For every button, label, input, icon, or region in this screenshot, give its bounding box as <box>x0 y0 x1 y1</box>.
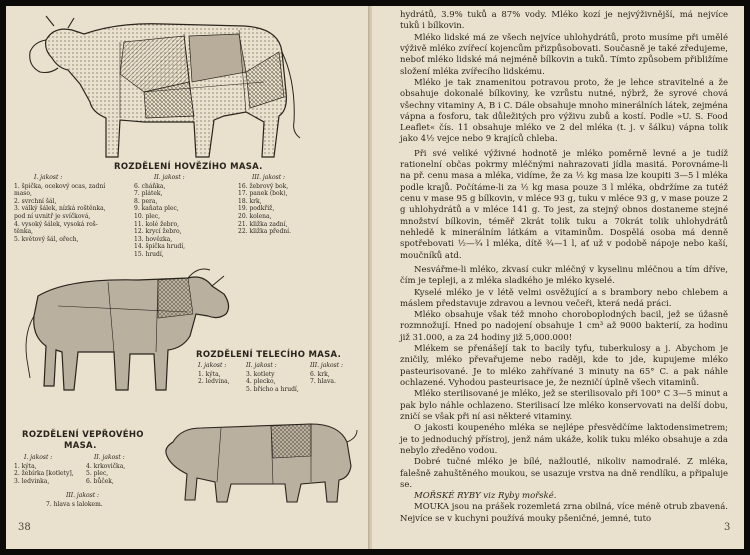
pork-grade-2-line: 4. krkovička, <box>86 462 126 470</box>
pork-title-line2: MASA. <box>64 441 97 451</box>
right-page-number: 3 <box>724 522 731 533</box>
veal-grade-2 <box>246 362 299 393</box>
pork-grade-1-line: 2. žebírka [kotlety], <box>14 470 74 478</box>
pork-grade-2-head: II. jakost : <box>94 454 125 461</box>
left-page <box>6 6 370 549</box>
beef-grade-1-head: I. jakost : <box>34 174 63 181</box>
beef-grade-3-line: 16. žebrový bok, <box>238 182 289 190</box>
beef-title: ROZDĚLENÍ HOVĚZÍHO MASA. <box>114 162 263 172</box>
beef-grade-2-line: 8. pera, <box>134 197 158 205</box>
veal-title: ROZDĚLENÍ TELECÍHO MASA. <box>196 350 342 360</box>
beef-grade-1 <box>14 174 106 243</box>
paragraph: Dobré tučné mléko je bílé, nažloutlé, nikoliv namodralé. Z mléka, falešně zahuštěného moukou, se usazuje vrstva na dně rendlíku, a připaluje se. <box>400 457 728 490</box>
beef-grade-1-line: 3. válký šálek, nízká roštěnka, <box>14 205 106 213</box>
beef-grade-3-head: III. jakost : <box>252 174 286 181</box>
paragraph: Při své veliké výživné hodnotě je mléko poměrně levné a je tudíž rationelní občas pokrmy mléčnými nahrazovati jídla masitá. Porovnáme-li na př. cenu masa a mléka, vidíme, že za ½ kg masa lze koupiti 3—5 l mléka podle krajů. Počítáme-li za ½ kg masa pouze 3 l mléka, obdržíme za tutéž cenu v mase 95 g bílkovin, v mléce 93 g, tuku v mléce 93 g, v mase pouze 2 g uhlohydrátů a v mléce 141 g. To jest, za stejný obnos dostaneme stejné množství bílkovin, téměř 2krát tolik tuku a 70krát tolik uhlohydrátů nehledě k minerálním látkám a vitaminům. Dospělá osoba má denně spotřebovati ½—¾ l mléka, dítě ¾—1 l, ať už v podobě nápoje nebo kaší, moučníků atd. <box>400 148 728 261</box>
paragraph: Mlékem se přenášejí tak to bacily tyfu, tuberkulosy a j. Abychom je zničily, mléko převařujeme nebo raději, kde to jde, kupujeme mléko pasteurisované. Je to mléko zahřívané 3 minuty na 65° C. a pak náhle ochlazené. Vyhodou pasteurisace je, že nezničí úplně všech vitaminů. <box>400 344 728 388</box>
veal-grade-2-line: 3. kotlety <box>246 370 275 378</box>
paragraph: MOUKA jsou na prášek rozemletá zrna obilná, více méně otrub zbavená. Nejvíce se v kuchyni používá mouky pšeničné, jemné, tuto <box>400 502 728 524</box>
beef-grade-1-line: 2. svrchní šál, <box>14 197 57 205</box>
pork-grade-1-line: 1. kýta, <box>14 462 37 470</box>
paragraph: hydrátů, 3.9% tuků a 87% vody. Mléko kozí je nejvýživnější, má nejvíce tuků i bílkovin. <box>400 10 728 32</box>
veal-grade-1-head: I. jakost : <box>198 362 227 369</box>
paragraph: Kyselé mléko je v létě velmi osvěžující a s brambory nebo chlebem a máslem představuje zdravou a levnou večeři, která nedá práci. <box>400 287 728 309</box>
beef-cuts-illustration <box>24 12 314 162</box>
pork-grade-1-head: I. jakost : <box>24 454 53 461</box>
pork-grade-3-head: III. jakost : <box>66 492 100 499</box>
veal-grade-3 <box>310 362 343 386</box>
pork-grade-2-line: 5. plec, <box>86 470 109 478</box>
beef-grade-2-line: 13. hovězka, <box>134 235 173 243</box>
paragraph: MOŘSKÉ RYBY viz Ryby mořské. <box>414 491 557 502</box>
veal-grade-1-line: 2. ledvina, <box>198 378 230 386</box>
body-text <box>400 10 728 525</box>
veal-grade-1-line: 1. kýta, <box>198 370 221 378</box>
beef-grade-2-line: 11. kolé žebro, <box>134 220 180 228</box>
beef-grade-2-line: 15. hrudí, <box>134 250 164 258</box>
pork-grade-1 <box>14 454 74 485</box>
beef-grade-3-line: 19. podkřiž, <box>238 205 275 213</box>
beef-grade-1-line: těnka, <box>14 228 33 236</box>
paragraph: Mléko sterilisované je mléko, jež se sterilisovalo při 100° C 3—5 minut a pak bylo náhle ochlazeno. Sterilisací lze mléko konservovati na delší dobu, zničí se však při ní asi některé vitaminy. <box>400 389 728 422</box>
pork-title-line1: ROZDĚLENÍ VEPŘOVÉHO <box>22 430 144 440</box>
pork-cuts-illustration <box>161 406 361 506</box>
beef-grade-2-line: 6. cháňka, <box>134 182 166 190</box>
beef-grade-2-head: II. jakost : <box>154 174 185 181</box>
pork-grade-1-line: 3. ledvinka, <box>14 477 50 485</box>
beef-grade-2-line: 7. plátek, <box>134 190 163 198</box>
veal-grade-2-line: 5. břicho a hrudí, <box>246 385 299 393</box>
veal-grade-3-line: 6. krk, <box>310 370 330 378</box>
beef-grade-1-line: 1. špička, ocekový ocas, zadní <box>14 182 106 190</box>
veal-grade-3-head: III. jakost : <box>310 362 344 369</box>
beef-grade-2-line: 14. špička hrudí, <box>134 243 186 251</box>
beef-grade-2 <box>134 174 185 259</box>
beef-grade-3-line: 21. kližka zadní, <box>238 220 288 228</box>
veal-grade-2-head: II. jakost : <box>246 362 277 369</box>
paragraph: O jakosti koupeného mléka se nejlépe přesvědčíme laktodensimetrem; je to jednoduchý přístroj, jenž nám ukáže, kolik tuku mléko obsahuje a zda nebylo zředěno vodou. <box>400 423 728 456</box>
veal-grade-3-line: 7. hlava. <box>310 378 336 386</box>
paragraph: Mléko lidské má ze všech nejvíce uhlohydrátů, proto musíme při umělé výživě mléko zvířecí kojencům přizpůsobovati. Současně je také zředujeme, neboť mléko lidské má nejméně bílkovin a tuků. Tímto způsobem přibližíme složení mléka zvířecího lidskému. <box>400 32 728 77</box>
beef-grade-3-line: 22. kližka přední. <box>238 228 291 236</box>
pork-grade-3-line: 7. hlava s lalokem. <box>46 500 103 508</box>
pork-grade-3 <box>46 492 103 508</box>
beef-grade-3-line: 18. krk, <box>238 197 262 205</box>
veal-grade-1 <box>198 362 230 386</box>
beef-grade-2-line: 12. krycí žebro, <box>134 228 182 236</box>
paragraph: Mléko obsahuje však též mnoho choroboplodných bacil, jež se úžasně rozmnožují. Hned po nadojení obsahuje 1 cm³ až 9000 bakterií, za hodinu již 31.000, a za 24 hodiny již 5,000.000! <box>400 310 728 343</box>
beef-grade-3 <box>238 174 291 236</box>
beef-grade-3-line: 17. panek (bok), <box>238 190 288 198</box>
beef-grade-1-line: 5. květový šál, ořech, <box>14 235 79 243</box>
pork-grade-2-line: 6. bůček, <box>86 477 114 485</box>
beef-grade-1-line: maso, <box>14 190 32 198</box>
right-page <box>372 6 744 549</box>
paragraph: Mléko je tak znamenitou potravou proto, že je lehce stravitelné a že obsahuje dokonalé bílkoviny, ke vzrůstu nutné, nýbrž, že syrové chová všechny vitaminy A, B i C. Dále obsahuje mnoho minerálních látek, zejména vápna a fosforu, tak důležitých pro výživu zubů a kostí. Podle »U. S. Food Leaflet« čís. 11 obsahuje mléko ve 2 del mléka (t. j. v šálku) vápna tolik jako 4½ vejce nebo 9 krajíců chleba. <box>400 77 728 145</box>
pork-grade-2 <box>86 454 125 485</box>
veal-grade-2-line: 4. plecko, <box>246 378 276 386</box>
beef-grade-1-line: 4. vysoký šálek, vysoká roš- <box>14 220 98 228</box>
beef-grade-2-line: 9. kaňata plec, <box>134 205 179 213</box>
beef-grade-1-line: pod ní uvnitř je svíčková, <box>14 212 91 220</box>
beef-grade-3-line: 20. kolena, <box>238 212 272 220</box>
paragraph: Nesvářme-li mléko, zkvasí cukr mléčný v kyselinu mléčnou a tím dříve, čím je tepleji, a z mléka sladkého je mléko kyselé. <box>400 264 728 287</box>
beef-grade-2-line: 10. plec, <box>134 212 161 220</box>
left-page-number: 38 <box>18 522 31 533</box>
